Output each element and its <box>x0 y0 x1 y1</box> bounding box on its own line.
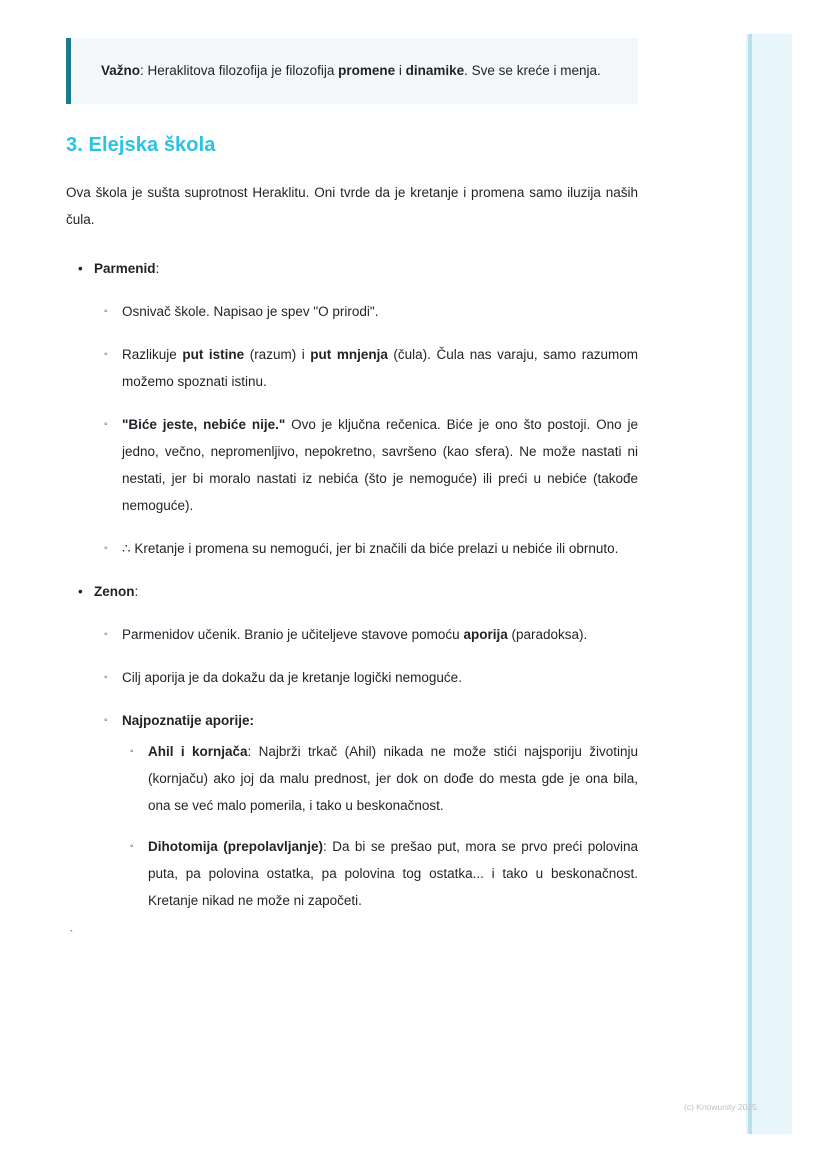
callout-text <box>101 58 612 84</box>
bullet-circle-icon: ◦ <box>104 715 108 727</box>
parmenid-point-2-bold-1: put istine <box>182 347 245 363</box>
parmenid-point-2-bold-2: put mnjenja <box>310 347 388 363</box>
callout-text-2: i <box>395 63 406 78</box>
list-item <box>122 833 638 914</box>
bullet-circle-icon: ◦ <box>104 543 108 555</box>
footer-copyright: (c) Knowunity 2025 <box>684 1102 757 1112</box>
list-item <box>94 664 638 691</box>
zenon-colon: : <box>134 584 139 600</box>
callout-bold-2: dinamike <box>405 63 465 78</box>
page-edge-rule <box>748 34 752 1134</box>
parmenid-point-3-bold: "Biće jeste, nebiće nije." <box>122 417 286 433</box>
list-item <box>94 535 638 562</box>
zenon-title: Zenon <box>94 584 135 600</box>
list-item <box>94 621 638 648</box>
bullet-circle-icon: ◦ <box>130 841 134 853</box>
list-item-zenon <box>66 578 638 914</box>
parmenid-point-2a: Razlikuje <box>122 347 183 363</box>
bullet-circle-icon: ◦ <box>130 746 134 758</box>
parmenid-colon: : <box>155 261 160 277</box>
important-callout <box>66 38 638 104</box>
aporije-list <box>122 738 638 914</box>
aporija-1-title: Ahil i kornjača <box>148 744 248 760</box>
bullet-circle-icon: ◦ <box>104 349 108 361</box>
section-heading: 3. Elejska škola <box>66 134 216 157</box>
intro-paragraph: Ova škola je sušta suprotnost Heraklitu. Oni tvrde da je kretanje i promena samo iluzija naših čula. <box>66 185 638 228</box>
zenon-point-1-bold: aporija <box>463 627 508 643</box>
list-item <box>122 738 638 819</box>
zenon-point-2: Cilj aporija je da dokažu da je kretanje logički nemoguće. <box>122 670 462 686</box>
aporija-1-text: : Najbrži trkač (Ahil) nikada ne može stići najsporiju životinju (kornjaču) ako joj da malu prednost, jer dok on dođe do mesta gde je ona bila, ona se već malo pomerila, i tako u beskonačnost. <box>148 744 639 814</box>
aporija-2-title: Dihotomija (prepolavljanje) <box>148 839 323 855</box>
bullet-circle-icon: ◦ <box>104 306 108 318</box>
callout-bold-1: promene <box>338 63 396 78</box>
callout-text-1: : Heraklitova filozofija je filozofija <box>140 63 339 78</box>
bullet-circle-icon: ◦ <box>104 419 108 431</box>
zenon-point-1a: Parmenidov učenik. Branio je učiteljeve stavove pomoću <box>122 627 464 643</box>
list-item <box>94 411 638 519</box>
parmenid-point-4: ∴ Kretanje i promena su nemogući, jer bi značili da biće prelazi u nebiće ili obrnuto. <box>122 541 619 557</box>
parmenid-point-2c: (razum) i <box>244 347 311 363</box>
aporija-2-text: : Da bi se prešao put, mora se prvo preći polovina puta, pa polovina ostatka, pa polovina tog ostatka... i tako u beskonačnost. Kretanje nikad ne može ni započeti. <box>148 839 638 909</box>
bullet-disc-icon: • <box>78 261 83 277</box>
zenon-points-list <box>94 621 638 914</box>
page-edge-band <box>746 34 792 1134</box>
callout-label: Važno <box>101 63 141 78</box>
parmenid-title: Parmenid <box>94 261 156 277</box>
philosophers-list <box>66 255 638 914</box>
parmenid-point-1: Osnivač škole. Napisao je spev "O prirodi". <box>122 304 379 320</box>
list-item <box>94 298 638 325</box>
zenon-point-1b: (paradoksa). <box>507 627 588 643</box>
parmenid-points-list <box>94 298 638 562</box>
bullet-disc-icon: • <box>78 584 83 600</box>
list-item-aporije <box>94 707 638 914</box>
aporije-heading: Najpoznatije aporije: <box>122 713 255 729</box>
list-item-parmenid <box>66 255 638 562</box>
parmenid-point-2d: (čula). Čula nas varaju, samo razumom možemo spoznati istinu. <box>122 347 638 390</box>
bullet-circle-icon: ◦ <box>104 672 108 684</box>
document-content <box>66 38 638 930</box>
callout-text-3: . Sve se kreće i menja. <box>464 63 601 78</box>
bullet-circle-icon: ◦ <box>104 629 108 641</box>
parmenid-point-3-rest: Ovo je ključna rečenica. Biće je ono što postoji. Ono je jedno, večno, nepromenljivo, nepokretno, savršeno (kao sfera). Ne može nastati ni nestati, jer bi moralo nastati iz nebića (što je nemoguće) ili preći u nebiće (takođe nemoguće). <box>122 417 638 514</box>
list-item <box>94 341 638 395</box>
stray-backtick: ` <box>68 930 75 942</box>
